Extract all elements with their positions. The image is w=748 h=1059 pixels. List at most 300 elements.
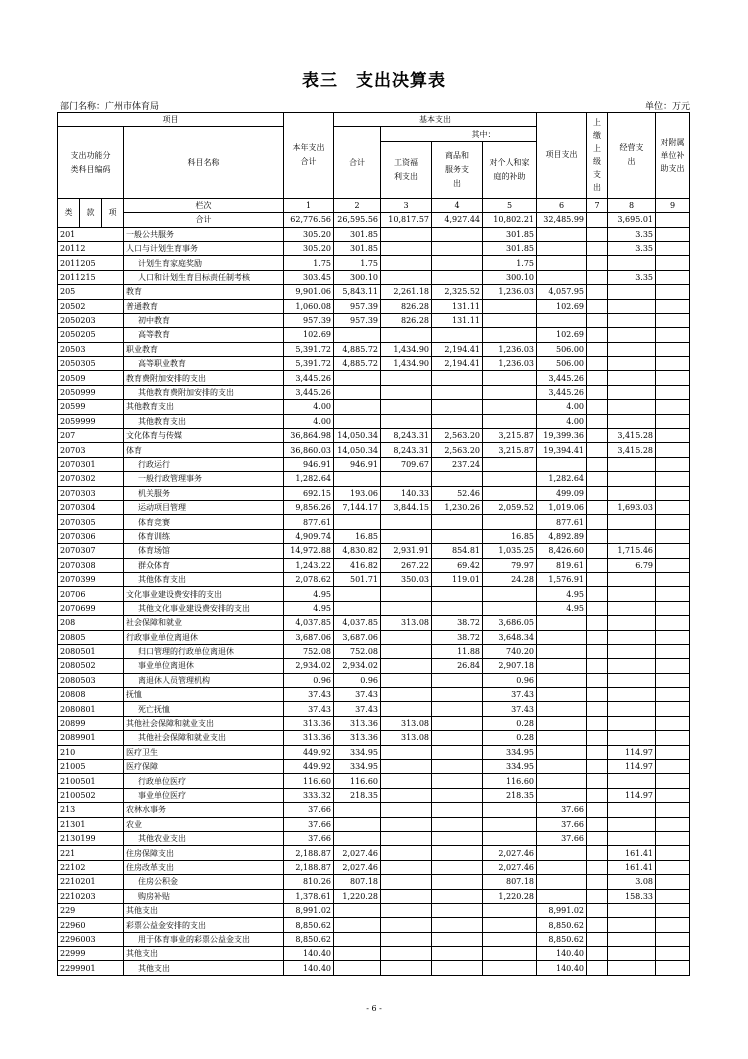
value-cell <box>656 472 690 486</box>
value-cell <box>334 803 381 817</box>
value-cell <box>334 515 381 529</box>
subject-name: 高等职业教育 <box>124 357 284 371</box>
value-cell <box>608 659 656 673</box>
value-cell <box>537 659 587 673</box>
value-cell: 2,934.02 <box>334 659 381 673</box>
value-cell: 267.22 <box>381 558 432 572</box>
table-row <box>58 544 690 558</box>
table-row <box>58 515 690 529</box>
value-cell: 2,934.02 <box>284 659 334 673</box>
subject-code: 20503 <box>58 342 124 356</box>
table-row <box>58 803 690 817</box>
value-cell: 193.06 <box>334 486 381 500</box>
value-cell: 4,892.89 <box>537 529 587 543</box>
value-cell: 301.85 <box>483 241 537 255</box>
value-cell <box>537 860 587 874</box>
value-cell: 8,991.02 <box>537 903 587 917</box>
value-cell <box>432 270 483 284</box>
table-row <box>58 241 690 255</box>
value-cell: 506.00 <box>537 357 587 371</box>
value-cell <box>483 932 537 946</box>
value-cell <box>587 558 608 572</box>
value-cell: 24.28 <box>483 572 537 586</box>
value-cell: 16.85 <box>483 529 537 543</box>
value-cell: 313.36 <box>334 716 381 730</box>
value-cell: 37.43 <box>483 688 537 702</box>
col-index-9: 9 <box>656 198 690 212</box>
value-cell <box>656 875 690 889</box>
value-cell <box>656 227 690 241</box>
table-row <box>58 774 690 788</box>
subject-name: 行政事业单位离退休 <box>124 630 284 644</box>
subject-name: 离退休人员管理机构 <box>124 673 284 687</box>
value-cell <box>483 400 537 414</box>
value-cell: 313.08 <box>381 716 432 730</box>
value-cell: 1,019.06 <box>537 500 587 514</box>
value-cell <box>334 817 381 831</box>
value-cell: 2,194.41 <box>432 342 483 356</box>
subject-name: 其他社会保障和就业支出 <box>124 731 284 745</box>
value-cell <box>381 961 432 975</box>
unit-label: 单位：万元 <box>644 102 690 112</box>
table-row <box>58 630 690 644</box>
value-cell <box>334 601 381 615</box>
subject-code: 20112 <box>58 241 124 255</box>
value-cell <box>608 688 656 702</box>
value-cell: 4.95 <box>284 601 334 615</box>
table-row <box>58 285 690 299</box>
value-cell <box>656 601 690 615</box>
subject-name: 其他教育支出 <box>124 400 284 414</box>
table-row <box>58 745 690 759</box>
value-cell: 810.26 <box>284 875 334 889</box>
col-index-7: 7 <box>587 198 608 212</box>
value-cell <box>587 270 608 284</box>
value-cell <box>381 745 432 759</box>
value-cell: 1,576.91 <box>537 572 587 586</box>
table-row <box>58 831 690 845</box>
value-cell <box>432 788 483 802</box>
value-cell <box>587 544 608 558</box>
value-cell: 1,236.03 <box>483 342 537 356</box>
value-cell: 9,856.26 <box>284 500 334 514</box>
col-index-3: 3 <box>381 198 432 212</box>
value-cell: 3,687.06 <box>334 630 381 644</box>
header-project-expense: 项目支出 <box>537 113 587 199</box>
header-personal: 对个人和家庭的补助 <box>483 141 537 198</box>
subject-code: 2011215 <box>58 270 124 284</box>
header-basic-sum: 合计 <box>334 127 381 198</box>
value-cell <box>608 644 656 658</box>
value-cell <box>537 889 587 903</box>
subject-name: 文化事业建设费安排的支出 <box>124 587 284 601</box>
subject-name: 社会保障和就业 <box>124 616 284 630</box>
value-cell <box>656 760 690 774</box>
value-cell: 877.61 <box>537 515 587 529</box>
value-cell: 957.39 <box>334 299 381 313</box>
value-cell: 877.61 <box>284 515 334 529</box>
value-cell: 36,860.03 <box>284 443 334 457</box>
value-cell <box>381 659 432 673</box>
value-cell: 5,391.72 <box>284 357 334 371</box>
value-cell: 161.41 <box>608 860 656 874</box>
value-cell: 3,648.34 <box>483 630 537 644</box>
value-cell: 79.97 <box>483 558 537 572</box>
value-cell: 1.75 <box>334 256 381 270</box>
table-row <box>58 500 690 514</box>
value-cell <box>537 875 587 889</box>
table-row <box>58 659 690 673</box>
total-cell: 10,802.21 <box>483 213 537 227</box>
value-cell <box>381 817 432 831</box>
value-cell <box>656 587 690 601</box>
value-cell: 3,445.26 <box>537 371 587 385</box>
value-cell <box>432 817 483 831</box>
value-cell <box>537 313 587 327</box>
value-cell <box>656 702 690 716</box>
value-cell <box>587 414 608 428</box>
value-cell <box>432 371 483 385</box>
value-cell: 37.43 <box>483 702 537 716</box>
header-salary: 工资福利支出 <box>381 141 432 198</box>
table-row <box>58 688 690 702</box>
value-cell: 11.88 <box>432 644 483 658</box>
value-cell <box>656 400 690 414</box>
value-cell: 37.66 <box>284 831 334 845</box>
value-cell: 807.18 <box>334 875 381 889</box>
value-cell: 3.08 <box>608 875 656 889</box>
value-cell: 37.43 <box>334 688 381 702</box>
value-cell <box>381 760 432 774</box>
table-row <box>58 731 690 745</box>
subject-code: 2050305 <box>58 357 124 371</box>
table-row <box>58 587 690 601</box>
value-cell: 2,194.41 <box>432 357 483 371</box>
value-cell <box>608 903 656 917</box>
value-cell <box>381 241 432 255</box>
header-qizhong: 其中： <box>381 127 587 141</box>
subject-name: 用于体育事业的彩票公益金支出 <box>124 932 284 946</box>
table-row <box>58 644 690 658</box>
value-cell: 499.09 <box>537 486 587 500</box>
value-cell <box>656 371 690 385</box>
header-row-1 <box>58 113 690 127</box>
value-cell <box>587 760 608 774</box>
value-cell: 334.95 <box>483 760 537 774</box>
value-cell <box>483 918 537 932</box>
value-cell <box>608 256 656 270</box>
value-cell <box>432 774 483 788</box>
value-cell <box>483 299 537 313</box>
table-row <box>58 889 690 903</box>
subject-name: 运动项目管理 <box>124 500 284 514</box>
subject-name: 普通教育 <box>124 299 284 313</box>
value-cell <box>381 788 432 802</box>
value-cell <box>334 472 381 486</box>
table-row <box>58 342 690 356</box>
value-cell: 2,027.46 <box>483 860 537 874</box>
value-cell: 1,693.03 <box>608 500 656 514</box>
value-cell <box>587 659 608 673</box>
value-cell: 158.33 <box>608 889 656 903</box>
value-cell <box>656 486 690 500</box>
value-cell: 16.85 <box>334 529 381 543</box>
subject-code: 2050205 <box>58 328 124 342</box>
value-cell: 1,378.61 <box>284 889 334 903</box>
value-cell <box>537 716 587 730</box>
value-cell <box>608 932 656 946</box>
value-cell <box>656 630 690 644</box>
value-cell: 4.95 <box>284 587 334 601</box>
value-cell <box>432 961 483 975</box>
subject-name: 一般行政管理事务 <box>124 472 284 486</box>
value-cell <box>537 227 587 241</box>
value-cell <box>608 803 656 817</box>
value-cell: 2,027.46 <box>334 860 381 874</box>
value-cell <box>587 385 608 399</box>
value-cell: 740.20 <box>483 644 537 658</box>
value-cell: 826.28 <box>381 299 432 313</box>
value-cell <box>587 961 608 975</box>
table-row <box>58 472 690 486</box>
value-cell <box>656 688 690 702</box>
value-cell <box>608 400 656 414</box>
value-cell <box>656 745 690 759</box>
subject-code: 2100502 <box>58 788 124 802</box>
value-cell: 946.91 <box>284 457 334 471</box>
value-cell: 826.28 <box>381 313 432 327</box>
value-cell: 9,901.06 <box>284 285 334 299</box>
value-cell: 37.43 <box>334 702 381 716</box>
table-row <box>58 716 690 730</box>
value-cell <box>656 774 690 788</box>
value-cell: 2,563.20 <box>432 443 483 457</box>
value-cell: 1,434.90 <box>381 342 432 356</box>
value-cell <box>656 500 690 514</box>
total-row <box>58 213 690 227</box>
subject-code: 221 <box>58 846 124 860</box>
subject-name: 群众体育 <box>124 558 284 572</box>
value-cell: 2,059.52 <box>483 500 537 514</box>
value-cell <box>608 515 656 529</box>
value-cell: 2,078.62 <box>284 572 334 586</box>
total-cell <box>587 213 608 227</box>
value-cell: 4,037.85 <box>334 616 381 630</box>
value-cell <box>587 342 608 356</box>
value-cell <box>587 371 608 385</box>
subject-name: 体育竞赛 <box>124 515 284 529</box>
value-cell: 116.60 <box>483 774 537 788</box>
value-cell <box>381 227 432 241</box>
value-cell: 501.71 <box>334 572 381 586</box>
value-cell <box>587 688 608 702</box>
subject-name: 购房补贴 <box>124 889 284 903</box>
value-cell: 3,445.26 <box>537 385 587 399</box>
total-cell: 26,595.56 <box>334 213 381 227</box>
value-cell: 3,215.87 <box>483 443 537 457</box>
value-cell <box>381 774 432 788</box>
subject-name: 住房保障支出 <box>124 846 284 860</box>
value-cell: 3.35 <box>608 270 656 284</box>
value-cell <box>656 299 690 313</box>
value-cell <box>537 760 587 774</box>
value-cell <box>483 903 537 917</box>
value-cell <box>587 328 608 342</box>
value-cell <box>656 889 690 903</box>
subject-name: 高等教育 <box>124 328 284 342</box>
value-cell: 8,850.62 <box>537 932 587 946</box>
subject-name: 其他体育支出 <box>124 572 284 586</box>
value-cell: 752.08 <box>284 644 334 658</box>
value-cell: 218.35 <box>334 788 381 802</box>
value-cell <box>656 659 690 673</box>
value-cell <box>432 860 483 874</box>
value-cell: 1,220.28 <box>483 889 537 903</box>
value-cell: 957.39 <box>284 313 334 327</box>
value-cell <box>587 227 608 241</box>
value-cell <box>656 817 690 831</box>
value-cell <box>608 385 656 399</box>
value-cell: 237.24 <box>432 457 483 471</box>
total-cell: 62,776.56 <box>284 213 334 227</box>
value-cell: 4,057.95 <box>537 285 587 299</box>
value-cell: 0.96 <box>334 673 381 687</box>
subject-name: 一般公共服务 <box>124 227 284 241</box>
value-cell: 333.32 <box>284 788 334 802</box>
value-cell <box>537 688 587 702</box>
value-cell <box>587 788 608 802</box>
value-cell <box>587 716 608 730</box>
value-cell <box>381 903 432 917</box>
value-cell: 0.96 <box>483 673 537 687</box>
table-row <box>58 572 690 586</box>
total-cell: 4,927.44 <box>432 213 483 227</box>
subject-code: 2070304 <box>58 500 124 514</box>
subject-code: 2100501 <box>58 774 124 788</box>
value-cell: 114.97 <box>608 788 656 802</box>
value-cell: 37.66 <box>284 817 334 831</box>
value-cell <box>537 788 587 802</box>
subject-name: 体育 <box>124 443 284 457</box>
value-cell: 692.15 <box>284 486 334 500</box>
value-cell <box>483 587 537 601</box>
value-cell: 1,243.22 <box>284 558 334 572</box>
value-cell <box>432 227 483 241</box>
value-cell <box>608 831 656 845</box>
subject-code: 208 <box>58 616 124 630</box>
value-cell <box>334 932 381 946</box>
value-cell <box>334 918 381 932</box>
department-name: 部门名称：广州市体育局 <box>60 102 160 112</box>
subject-name: 农林水事务 <box>124 803 284 817</box>
total-cell: 3,695.01 <box>608 213 656 227</box>
subject-name: 文化体育与传媒 <box>124 429 284 443</box>
value-cell: 334.95 <box>483 745 537 759</box>
col-index-1: 1 <box>284 198 334 212</box>
table-row <box>58 328 690 342</box>
value-cell: 2,261.18 <box>381 285 432 299</box>
value-cell <box>432 472 483 486</box>
value-cell <box>587 673 608 687</box>
value-cell <box>432 731 483 745</box>
header-basic: 基本支出 <box>334 113 537 127</box>
value-cell <box>587 875 608 889</box>
value-cell <box>381 256 432 270</box>
table-row <box>58 457 690 471</box>
value-cell: 2,907.18 <box>483 659 537 673</box>
value-cell: 313.36 <box>284 731 334 745</box>
subject-name: 死亡抚恤 <box>124 702 284 716</box>
value-cell <box>381 889 432 903</box>
table-row <box>58 947 690 961</box>
value-cell <box>587 803 608 817</box>
value-cell: 2,027.46 <box>334 846 381 860</box>
subject-name: 教育费附加安排的支出 <box>124 371 284 385</box>
value-cell <box>608 529 656 543</box>
value-cell: 14,972.88 <box>284 544 334 558</box>
value-cell: 8,243.31 <box>381 429 432 443</box>
value-cell: 102.69 <box>537 328 587 342</box>
value-cell <box>587 630 608 644</box>
table-row <box>58 760 690 774</box>
col-index-5: 5 <box>483 198 537 212</box>
value-cell <box>432 716 483 730</box>
subject-name: 体育场馆 <box>124 544 284 558</box>
value-cell: 957.39 <box>334 313 381 327</box>
value-cell <box>608 731 656 745</box>
subject-code: 201 <box>58 227 124 241</box>
subject-name: 其他支出 <box>124 961 284 975</box>
value-cell: 334.95 <box>334 760 381 774</box>
value-cell <box>587 472 608 486</box>
value-cell <box>608 285 656 299</box>
value-cell <box>656 443 690 457</box>
subject-name: 人口与计划生育事务 <box>124 241 284 255</box>
value-cell <box>587 500 608 514</box>
table-row <box>58 932 690 946</box>
table-row <box>58 860 690 874</box>
value-cell <box>537 774 587 788</box>
value-cell <box>334 328 381 342</box>
value-cell <box>587 918 608 932</box>
value-cell: 1,035.25 <box>483 544 537 558</box>
value-cell <box>537 745 587 759</box>
value-cell: 8,243.31 <box>381 443 432 457</box>
value-cell <box>656 357 690 371</box>
table-row <box>58 400 690 414</box>
value-cell <box>656 285 690 299</box>
value-cell <box>432 803 483 817</box>
value-cell <box>432 601 483 615</box>
value-cell <box>432 831 483 845</box>
subject-code: 2210203 <box>58 889 124 903</box>
value-cell: 3,415.28 <box>608 443 656 457</box>
value-cell: 4.00 <box>537 400 587 414</box>
value-cell <box>587 947 608 961</box>
total-cell: 32,485.99 <box>537 213 587 227</box>
value-cell <box>608 371 656 385</box>
value-cell <box>587 601 608 615</box>
value-cell: 301.85 <box>334 227 381 241</box>
table-row <box>58 918 690 932</box>
subject-code: 20502 <box>58 299 124 313</box>
value-cell <box>587 903 608 917</box>
subject-code: 2080801 <box>58 702 124 716</box>
subject-code: 22960 <box>58 918 124 932</box>
subject-code: 2089901 <box>58 731 124 745</box>
header-code: 支出功能分类科目编码 <box>58 127 124 198</box>
subject-code: 20805 <box>58 630 124 644</box>
